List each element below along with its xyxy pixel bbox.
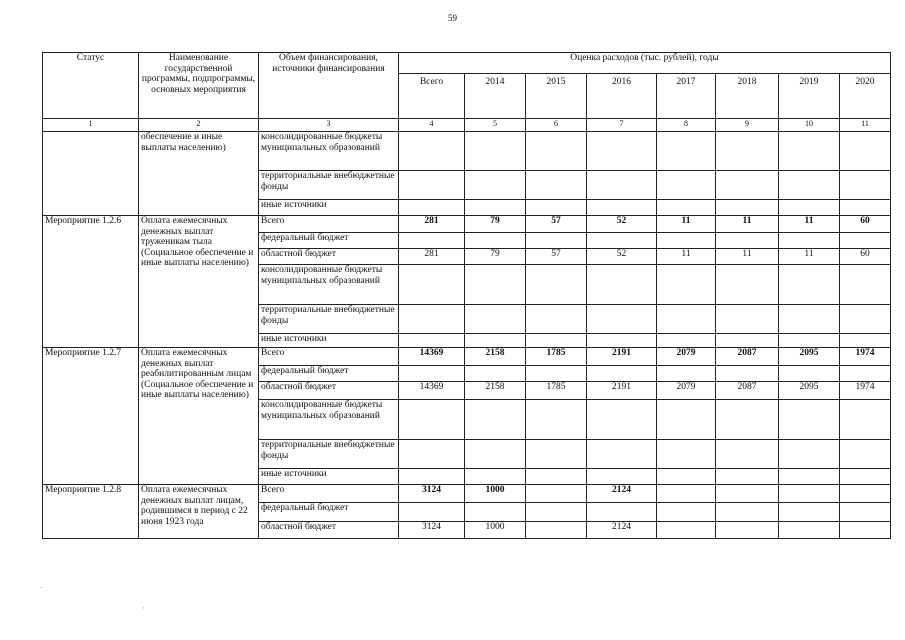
value-cell: 2087	[716, 348, 779, 366]
source-label: Всего	[259, 348, 399, 366]
column-number: 9	[716, 119, 779, 132]
source-label: областной бюджет	[259, 382, 399, 400]
status-cell	[43, 132, 139, 216]
value-cell: 2191	[587, 348, 657, 366]
value-cell: 52	[587, 216, 657, 233]
measure-name: Оплата ежемесячных денежных выплат лицам, родившимся в период с 22 июня 1923 года	[139, 485, 259, 539]
value-cell: 79	[465, 249, 526, 265]
source-label: территориальные внебюджетные фонды	[259, 440, 399, 469]
value-cell: 14369	[399, 382, 465, 400]
value-cell: 14369	[399, 348, 465, 366]
value-cell: 2079	[657, 348, 716, 366]
source-label: федеральный бюджет	[259, 366, 399, 382]
header-year: 2020	[840, 74, 891, 119]
measure-name: Оплата ежемесячных денежных выплат труженикам тыла (Социальное обеспечение и иные выплаты населению)	[139, 216, 259, 348]
header-year: 2018	[716, 74, 779, 119]
header-year: 2017	[657, 74, 716, 119]
page-number: 59	[448, 13, 457, 23]
column-number: 10	[779, 119, 840, 132]
value-cell: 2124	[587, 522, 657, 539]
source-label: иные источники	[259, 469, 399, 485]
value-cell: 57	[526, 249, 587, 265]
value-cell: 1785	[526, 348, 587, 366]
column-number: 6	[526, 119, 587, 132]
source-label: федеральный бюджет	[259, 233, 399, 249]
table-row	[43, 216, 891, 233]
column-number: 2	[139, 119, 259, 132]
header-estimate: Оценка расходов (тыс. рублей), годы	[399, 53, 891, 74]
value-cell	[526, 522, 587, 539]
source-label: федеральный бюджет	[259, 503, 399, 522]
value-cell: 2158	[465, 348, 526, 366]
measure-status: Мероприятие 1.2.8	[43, 485, 139, 539]
value-cell: 1000	[465, 522, 526, 539]
value-cell	[779, 485, 840, 503]
scan-speck: ·	[142, 603, 145, 613]
value-cell: 1785	[526, 382, 587, 400]
measure-name: обеспечение и иные выплаты населению)	[139, 132, 259, 216]
measure-status: Мероприятие 1.2.7	[43, 348, 139, 485]
value-cell: 11	[716, 249, 779, 265]
column-number: 1	[43, 119, 139, 132]
column-number: 11	[840, 119, 891, 132]
header-status: Статус	[43, 53, 139, 119]
value-cell: 1974	[840, 348, 891, 366]
value-cell: 2087	[716, 382, 779, 400]
value-cell: 11	[716, 216, 779, 233]
value-cell: 2079	[657, 382, 716, 400]
column-number: 5	[465, 119, 526, 132]
table-row	[43, 348, 891, 366]
source-label: территориальные внебюджетные фонды	[259, 305, 399, 334]
value-cell: 3124	[399, 485, 465, 503]
header-year: 2019	[779, 74, 840, 119]
source-label: консолидированные бюджеты муниципальных образований	[259, 400, 399, 440]
value-cell: 2095	[779, 348, 840, 366]
column-number: 8	[657, 119, 716, 132]
header-year: 2015	[526, 74, 587, 119]
value-cell: 79	[465, 216, 526, 233]
value-cell	[657, 522, 716, 539]
value-cell	[716, 485, 779, 503]
source-label: Всего	[259, 485, 399, 503]
value-cell: 2124	[587, 485, 657, 503]
value-cell: 1974	[840, 382, 891, 400]
value-cell: 1000	[465, 485, 526, 503]
header-total: Всего	[399, 74, 465, 119]
value-cell: 11	[779, 249, 840, 265]
source-label: консолидированные бюджеты муниципальных образований	[259, 132, 399, 171]
value-cell: 11	[779, 216, 840, 233]
value-cell: 11	[657, 216, 716, 233]
source-label: областной бюджет	[259, 249, 399, 265]
value-cell: 2158	[465, 382, 526, 400]
value-cell: 57	[526, 216, 587, 233]
header-year: 2014	[465, 74, 526, 119]
value-cell: 52	[587, 249, 657, 265]
value-cell: 11	[657, 249, 716, 265]
header-year: 2016	[587, 74, 657, 119]
header-financing: Объем финансирования, источники финансирования	[259, 53, 399, 119]
column-number: 7	[587, 119, 657, 132]
budget-table	[42, 52, 891, 539]
header-program: Наименование государственной программы, подпрограммы, основных мероприятия	[139, 53, 259, 119]
column-number-row	[43, 119, 891, 132]
source-label: иные источники	[259, 334, 399, 348]
value-cell	[716, 522, 779, 539]
value-cell: 281	[399, 216, 465, 233]
value-cell	[840, 485, 891, 503]
value-cell: 60	[840, 216, 891, 233]
measure-status: Мероприятие 1.2.6	[43, 216, 139, 348]
value-cell: 3124	[399, 522, 465, 539]
value-cell	[840, 522, 891, 539]
measure-name: Оплата ежемесячных денежных выплат реабилитированным лицам (Социальное обеспечение и иные выплаты населению)	[139, 348, 259, 485]
table-row	[43, 485, 891, 503]
value-cell	[526, 485, 587, 503]
value-cell	[657, 485, 716, 503]
scan-speck: .	[40, 580, 43, 590]
table-row	[43, 132, 891, 171]
source-label: областной бюджет	[259, 522, 399, 539]
source-label: Всего	[259, 216, 399, 233]
value-cell: 60	[840, 249, 891, 265]
column-number: 3	[259, 119, 399, 132]
value-cell	[779, 522, 840, 539]
value-cell: 281	[399, 249, 465, 265]
value-cell: 2095	[779, 382, 840, 400]
source-label: иные источники	[259, 200, 399, 216]
source-label: консолидированные бюджеты муниципальных образований	[259, 265, 399, 305]
value-cell: 2191	[587, 382, 657, 400]
source-label: территориальные внебюджетные фонды	[259, 171, 399, 200]
column-number: 4	[399, 119, 465, 132]
